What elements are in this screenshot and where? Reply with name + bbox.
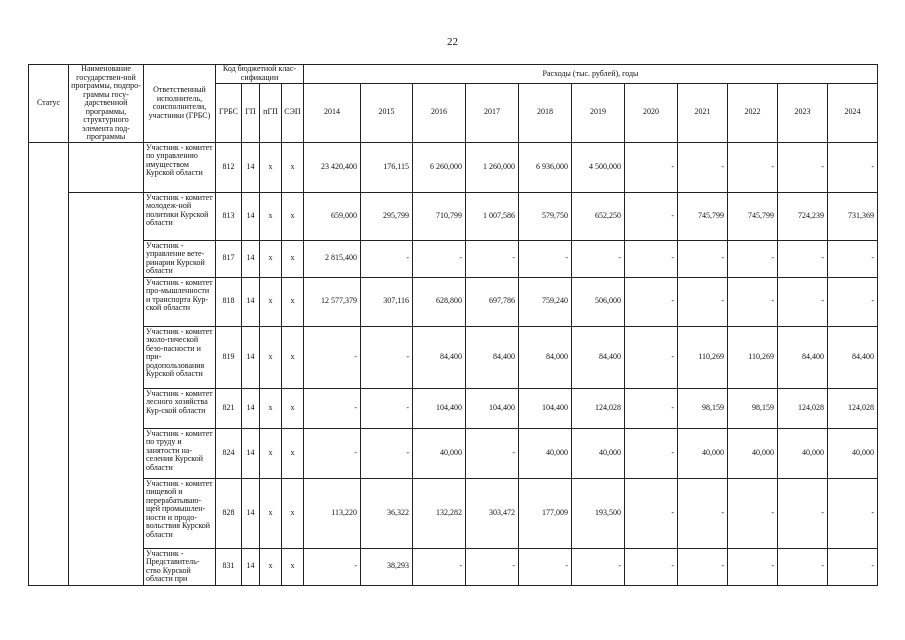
code-cell-grbs: 821 [216, 388, 242, 428]
expense-cell: 113,220 [304, 478, 361, 548]
header-year: 2017 [466, 83, 519, 142]
expense-cell: 1 260,000 [466, 142, 519, 192]
expense-cell: - [828, 240, 878, 277]
code-cell-sep: х [282, 326, 304, 388]
expense-cell: - [625, 388, 678, 428]
participant-cell: Участник - управление вете-ринарии Курской области [144, 240, 216, 277]
expense-cell: - [304, 388, 361, 428]
expense-cell: 104,400 [466, 388, 519, 428]
expense-cell: - [413, 240, 466, 277]
code-cell-pgp: х [260, 478, 282, 548]
code-cell-gp: 14 [242, 192, 260, 240]
expense-cell: 98,159 [678, 388, 728, 428]
code-cell-pgp: х [260, 142, 282, 192]
expense-cell: - [466, 548, 519, 585]
expense-cell: - [728, 277, 778, 326]
expense-cell: - [466, 240, 519, 277]
expense-cell: 303,472 [466, 478, 519, 548]
participant-cell: Участник - комитет эколо-гической безо-пасности и при-родопользования Курской области [144, 326, 216, 388]
table-row [29, 277, 878, 326]
code-cell-sep: х [282, 192, 304, 240]
header-year: 2016 [413, 83, 466, 142]
budget-table [28, 64, 878, 586]
code-cell-gp: 14 [242, 142, 260, 192]
header-year: 2019 [572, 83, 625, 142]
code-cell-sep: х [282, 240, 304, 277]
header-expenses: Расходы (тыс. рублей), годы [304, 65, 878, 84]
status-cell [29, 142, 69, 585]
table-row [29, 192, 878, 240]
expense-cell: 84,400 [572, 326, 625, 388]
expense-cell: 710,799 [413, 192, 466, 240]
expense-cell: 6 936,000 [519, 142, 572, 192]
expense-cell: - [625, 428, 678, 478]
expense-cell: 759,240 [519, 277, 572, 326]
code-cell-grbs: 824 [216, 428, 242, 478]
expense-cell: - [678, 478, 728, 548]
header-code-col: ГП [242, 83, 260, 142]
expense-cell: 132,282 [413, 478, 466, 548]
code-cell-pgp: х [260, 428, 282, 478]
expense-cell: 40,000 [728, 428, 778, 478]
code-cell-gp: 14 [242, 388, 260, 428]
expense-cell: 295,799 [361, 192, 413, 240]
expense-cell: - [778, 142, 828, 192]
program-name-cell [69, 192, 144, 585]
expense-cell: 36,322 [361, 478, 413, 548]
header-year: 2014 [304, 83, 361, 142]
expense-cell: 745,799 [678, 192, 728, 240]
expense-cell: 98,159 [728, 388, 778, 428]
table-row [29, 388, 878, 428]
header-code-col: пГП [260, 83, 282, 142]
expense-cell: - [304, 428, 361, 478]
expense-cell: - [361, 428, 413, 478]
expense-cell: - [678, 240, 728, 277]
expense-cell: - [361, 326, 413, 388]
expense-cell: 506,000 [572, 277, 625, 326]
expense-cell: 84,400 [413, 326, 466, 388]
expense-cell: - [828, 142, 878, 192]
table-row [29, 326, 878, 388]
expense-cell: - [728, 548, 778, 585]
expense-cell: 40,000 [778, 428, 828, 478]
expense-cell: 731,369 [828, 192, 878, 240]
code-cell-sep: х [282, 478, 304, 548]
expense-cell: - [728, 142, 778, 192]
header-program-name: Наименование государствен-ной программы, подпро-граммы госу-дарственной программы, структурного элемента под-программы [69, 65, 144, 143]
table-row [29, 548, 878, 585]
expense-cell: - [304, 548, 361, 585]
code-cell-gp: 14 [242, 240, 260, 277]
expense-cell: - [678, 548, 728, 585]
expense-cell: 124,028 [828, 388, 878, 428]
expense-cell: 628,800 [413, 277, 466, 326]
header-budget-code: Код бюджетной клас-сификации [216, 65, 304, 84]
code-cell-pgp: х [260, 548, 282, 585]
expense-cell: 652,250 [572, 192, 625, 240]
code-cell-grbs: 831 [216, 548, 242, 585]
table-row [29, 478, 878, 548]
expense-cell: - [778, 478, 828, 548]
code-cell-pgp: х [260, 192, 282, 240]
expense-cell: - [625, 192, 678, 240]
expense-cell: 84,400 [828, 326, 878, 388]
code-cell-gp: 14 [242, 277, 260, 326]
expense-cell: 176,115 [361, 142, 413, 192]
expense-cell: 579,750 [519, 192, 572, 240]
page-number: 22 [447, 36, 458, 48]
expense-cell: 40,000 [519, 428, 572, 478]
header-year: 2023 [778, 83, 828, 142]
expense-cell: - [728, 240, 778, 277]
code-cell-sep: х [282, 548, 304, 585]
program-name-cell [69, 142, 144, 192]
code-cell-grbs: 818 [216, 277, 242, 326]
code-cell-pgp: х [260, 388, 282, 428]
expense-cell: - [828, 478, 878, 548]
code-cell-sep: х [282, 388, 304, 428]
expense-cell: - [828, 277, 878, 326]
table-row [29, 428, 878, 478]
expense-cell: 84,400 [778, 326, 828, 388]
expense-cell: - [678, 142, 728, 192]
table-row [29, 240, 878, 277]
expense-cell: 124,028 [572, 388, 625, 428]
expense-cell: - [678, 277, 728, 326]
header-status: Статус [29, 65, 69, 143]
header-year: 2015 [361, 83, 413, 142]
expense-cell: - [572, 548, 625, 585]
code-cell-sep: х [282, 142, 304, 192]
table-row [29, 142, 878, 192]
code-cell-grbs: 813 [216, 192, 242, 240]
header-year: 2020 [625, 83, 678, 142]
code-cell-gp: 14 [242, 326, 260, 388]
header-year: 2024 [828, 83, 878, 142]
expense-cell: - [413, 548, 466, 585]
participant-cell: Участник - комитет пищевой и перерабатываю-щей промышлен-ности и продо-вольствия Курской области [144, 478, 216, 548]
expense-cell: 110,269 [678, 326, 728, 388]
expense-cell: 307,116 [361, 277, 413, 326]
header-code-col: ГРБС [216, 83, 242, 142]
expense-cell: - [519, 240, 572, 277]
expense-cell: 104,400 [519, 388, 572, 428]
expense-cell: 40,000 [828, 428, 878, 478]
expense-cell: 1 007,586 [466, 192, 519, 240]
expense-cell: 4 500,000 [572, 142, 625, 192]
expense-cell: 193,500 [572, 478, 625, 548]
expense-cell: - [572, 240, 625, 277]
expense-cell: 697,786 [466, 277, 519, 326]
expense-cell: 110,269 [728, 326, 778, 388]
code-cell-gp: 14 [242, 478, 260, 548]
participant-cell: Участник - комитет по управлению имуществом Курской области [144, 142, 216, 192]
expense-cell: 745,799 [728, 192, 778, 240]
participant-cell: Участник - комитет лесного хозяйства Кур-ской области [144, 388, 216, 428]
expense-cell: 38,293 [361, 548, 413, 585]
expense-cell: - [466, 428, 519, 478]
code-cell-grbs: 817 [216, 240, 242, 277]
expense-cell: 659,000 [304, 192, 361, 240]
code-cell-grbs: 828 [216, 478, 242, 548]
code-cell-pgp: х [260, 326, 282, 388]
code-cell-gp: 14 [242, 548, 260, 585]
participant-cell: Участник - комитет по труду и занятости на-селения Курской области [144, 428, 216, 478]
code-cell-grbs: 812 [216, 142, 242, 192]
expense-cell: - [304, 326, 361, 388]
expense-cell: - [778, 277, 828, 326]
expense-cell: 724,239 [778, 192, 828, 240]
expense-cell: - [361, 388, 413, 428]
expense-cell: 40,000 [572, 428, 625, 478]
expense-cell: - [828, 548, 878, 585]
code-cell-pgp: х [260, 240, 282, 277]
header-responsible: Ответственный исполнитель, соисполнители, участники (ГРБС) [144, 65, 216, 143]
expense-cell: 84,000 [519, 326, 572, 388]
code-cell-sep: х [282, 428, 304, 478]
expense-cell: - [625, 478, 678, 548]
code-cell-pgp: х [260, 277, 282, 326]
expense-cell: - [361, 240, 413, 277]
expense-cell: - [625, 326, 678, 388]
table-body [29, 142, 878, 585]
expense-cell: 177,009 [519, 478, 572, 548]
expense-cell: 6 260,000 [413, 142, 466, 192]
expense-cell: - [728, 478, 778, 548]
code-cell-gp: 14 [242, 428, 260, 478]
header-code-col: СЭП [282, 83, 304, 142]
expense-cell: - [778, 548, 828, 585]
participant-cell: Участник - комитет про-мышленности и транспорта Кур-ской области [144, 277, 216, 326]
expense-cell: - [778, 240, 828, 277]
header-year: 2022 [728, 83, 778, 142]
expense-cell: 104,400 [413, 388, 466, 428]
expense-cell: - [625, 142, 678, 192]
expense-cell: - [625, 277, 678, 326]
expense-cell: 12 577,379 [304, 277, 361, 326]
expense-cell: 40,000 [413, 428, 466, 478]
code-cell-grbs: 819 [216, 326, 242, 388]
expense-cell: 84,400 [466, 326, 519, 388]
expense-cell: - [519, 548, 572, 585]
header-year: 2021 [678, 83, 728, 142]
expense-cell: 124,028 [778, 388, 828, 428]
expense-cell: - [625, 548, 678, 585]
expense-cell: - [625, 240, 678, 277]
expense-cell: 23 420,400 [304, 142, 361, 192]
participant-cell: Участник - Представитель-ство Курской области при [144, 548, 216, 585]
expense-cell: 2 815,400 [304, 240, 361, 277]
expense-cell: 40,000 [678, 428, 728, 478]
participant-cell: Участник - комитет молодеж-ной политики Курской области [144, 192, 216, 240]
code-cell-sep: х [282, 277, 304, 326]
header-year: 2018 [519, 83, 572, 142]
